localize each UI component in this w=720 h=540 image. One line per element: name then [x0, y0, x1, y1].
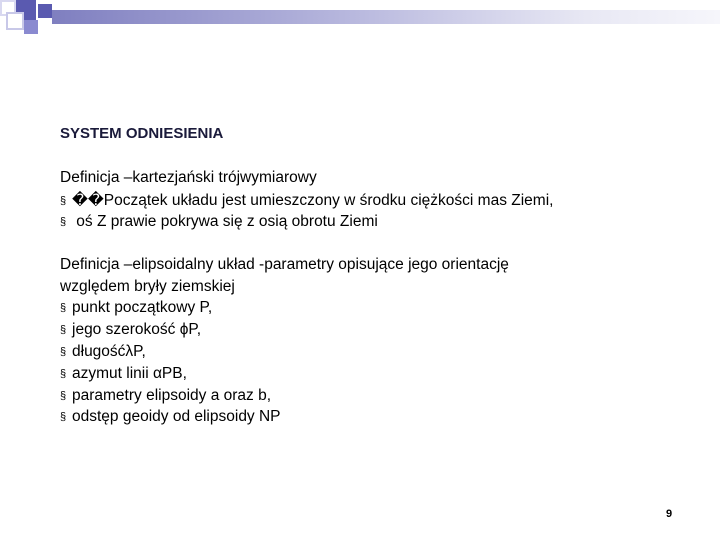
decor-square [38, 4, 52, 18]
ellipsoidal-definition-line1: Definicja –elipsoidalny układ -parametry opisujące jego orientację [60, 256, 509, 273]
bullet-icon: § [60, 195, 67, 207]
bullet-icon: § [60, 390, 67, 402]
list-item [60, 320, 201, 340]
bullet-icon: § [60, 324, 67, 336]
list-item [60, 342, 146, 362]
slide-title: SYSTEM ODNIESIENIA [60, 125, 224, 142]
list-item-text: oś Z prawie pokrywa się z osią obrotu Ziemi [72, 213, 378, 230]
ellipsoidal-definition-line2: względem bryły ziemskiej [60, 278, 235, 295]
list-item-text: punkt początkowy P, [72, 299, 213, 316]
list-item [60, 386, 271, 406]
bullet-icon: § [60, 411, 67, 423]
cartesian-definition: Definicja –kartezjański trójwymiarowy [60, 169, 317, 186]
list-item-text: parametry elipsoidy a oraz b, [72, 387, 272, 404]
list-item [60, 191, 553, 211]
list-item-text: ��Początek układu jest umieszczony w środku ciężkości mas Ziemi, [72, 192, 554, 209]
list-item-text: azymut linii αPB, [72, 365, 187, 382]
bullet-icon: § [60, 368, 67, 380]
bullet-icon: § [60, 216, 67, 228]
bullet-icon: § [60, 302, 67, 314]
bullet-icon: § [60, 346, 67, 358]
decor-square [24, 20, 38, 34]
list-item [60, 212, 378, 232]
decor-square [6, 12, 24, 30]
page-number: 9 [666, 508, 673, 520]
list-item [60, 407, 281, 427]
list-item [60, 364, 187, 384]
list-item [60, 298, 212, 318]
header-gradient-bar [52, 10, 720, 24]
list-item-text: długośćλP, [72, 343, 146, 360]
list-item-text: jego szerokość ϕP, [72, 321, 202, 338]
list-item-text: odstęp geoidy od elipsoidy NP [72, 408, 281, 425]
